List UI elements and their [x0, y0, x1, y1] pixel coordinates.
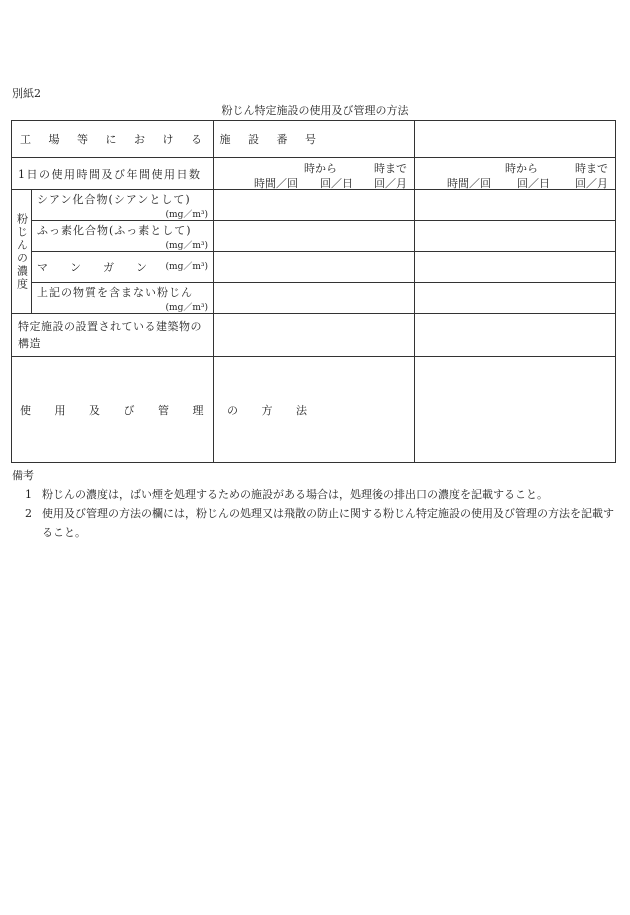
substance-unit: (mg／m³) [165, 262, 208, 272]
notes-section [12, 466, 617, 542]
building-structure-row [12, 314, 616, 357]
hours-per-time-label: 時間／回 [447, 176, 491, 190]
usage-time-cell-2[interactable] [415, 158, 616, 190]
substance-manganese-cell-1[interactable] [214, 252, 415, 283]
usage-management-label: 使 用 及 び 管 理 の 方 法 [12, 357, 214, 463]
facility-number-label: 工 場 等 に お け る 施 設 番 号 [12, 121, 214, 158]
building-structure-cell-1[interactable] [214, 314, 415, 357]
substance-name: マ ン ガ ン [37, 261, 147, 274]
times-per-month-label: 回／月 [575, 176, 608, 190]
attachment-label: 別紙2 [12, 87, 41, 100]
substance-row [12, 221, 616, 252]
building-structure-cell-2[interactable] [415, 314, 616, 357]
substance-manganese-cell-2[interactable] [415, 252, 616, 283]
usage-management-cell-1[interactable] [214, 357, 415, 463]
times-per-month-label: 回／月 [374, 176, 407, 190]
from-hour-label: 時から [505, 161, 538, 175]
from-hour-label: 時から [304, 161, 337, 175]
hours-per-time-label: 時間／回 [254, 176, 298, 190]
note-text: 使用及び管理の方法の欄には，粉じんの処理又は飛散の防止に関する粉じん特定施設の使用及び管理の方法を記載すること。 [42, 507, 614, 539]
usage-time-cell-1[interactable] [214, 158, 415, 190]
substance-cyanide-label [32, 190, 214, 221]
substance-row [12, 190, 616, 221]
note-item [12, 504, 617, 542]
dust-concentration-label: 粉じんの濃度 [15, 212, 29, 291]
building-structure-label: 特定施設の設置されている建築物の構造 [12, 314, 214, 357]
facility-form-table [11, 120, 616, 463]
substance-other-dust-label [32, 283, 214, 314]
usage-management-row [12, 357, 616, 463]
substance-name: 上記の物質を含まない粉じん [37, 285, 193, 299]
substance-row [12, 252, 616, 283]
substance-unit: (mg／m³) [165, 209, 208, 220]
substance-name: ふっ素化合物(ふっ素として) [37, 223, 192, 237]
substance-row [12, 283, 616, 314]
substance-fluorine-cell-2[interactable] [415, 221, 616, 252]
usage-management-cell-2[interactable] [415, 357, 616, 463]
substance-name: シアン化合物(シアンとして) [37, 192, 191, 206]
facility-number-cell-2[interactable] [415, 121, 616, 158]
substance-other-dust-cell-1[interactable] [214, 283, 415, 314]
facility-number-cell-1[interactable] [214, 121, 415, 158]
substance-unit: (mg／m³) [165, 240, 208, 251]
notes-heading: 備考 [12, 469, 34, 482]
substance-fluorine-cell-1[interactable] [214, 221, 415, 252]
substance-unit: (mg／m³) [165, 302, 208, 313]
note-item [12, 485, 617, 504]
substance-cyanide-cell-1[interactable] [214, 190, 415, 221]
document-title: 粉じん特定施設の使用及び管理の方法 [221, 104, 409, 117]
until-hour-label: 時まで [374, 161, 407, 175]
substance-manganese-label [32, 252, 214, 283]
usage-time-label: 1日の使用時間及び年間使用日数 [12, 158, 214, 190]
facility-number-row [12, 121, 616, 158]
times-per-day-label: 回／日 [517, 176, 550, 190]
substance-cyanide-cell-2[interactable] [415, 190, 616, 221]
note-number: 1 [25, 488, 32, 501]
substance-fluorine-label [32, 221, 214, 252]
dust-concentration-label-cell [12, 190, 32, 314]
usage-time-row [12, 158, 616, 190]
note-number: 2 [25, 507, 32, 520]
note-text: 粉じんの濃度は，ばい煙を処理するための施設がある場合は，処理後の排出口の濃度を記載すること。 [42, 488, 548, 501]
times-per-day-label: 回／日 [320, 176, 353, 190]
substance-other-dust-cell-2[interactable] [415, 283, 616, 314]
until-hour-label: 時まで [575, 161, 608, 175]
